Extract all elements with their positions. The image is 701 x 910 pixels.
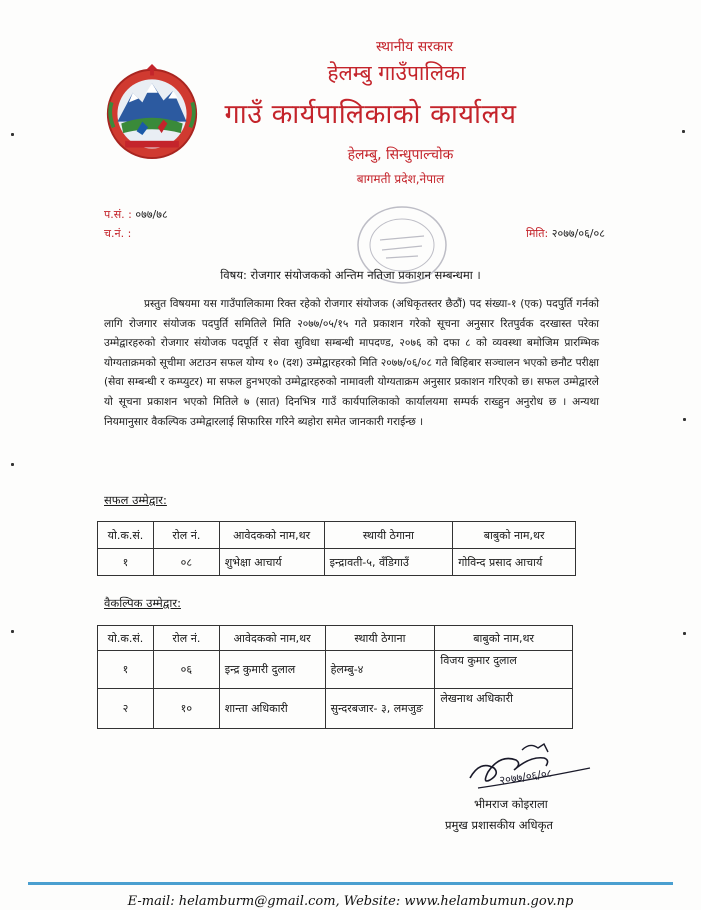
alternate-candidates-title: वैकल्पिक उम्मेद्वार: bbox=[104, 596, 181, 610]
header-location: हेलम्बु, सिन्धुपाल्चोक bbox=[347, 147, 454, 163]
col-father-name: बाबुको नाम,थर bbox=[453, 522, 576, 549]
dispatch-number bbox=[104, 226, 131, 241]
col-address: स्थायी ठेगाना bbox=[325, 626, 435, 651]
scan-mark bbox=[11, 133, 14, 136]
date-label: मिति: bbox=[526, 227, 549, 240]
letter-date bbox=[526, 226, 605, 241]
scan-mark bbox=[11, 463, 14, 466]
table-header-row bbox=[98, 522, 576, 549]
header-municipality-name: हेलम्बु गाउँपालिका bbox=[327, 61, 466, 85]
ref-ps-value: ०७७/७८ bbox=[135, 208, 168, 221]
cell-father-name: विजय कुमार दुलाल bbox=[435, 651, 573, 689]
table-header-row bbox=[98, 626, 573, 651]
signatory-name: भीमराज कोइराला bbox=[474, 797, 548, 811]
footer-contact: E-mail: helamburm@gmail.com, Website: www.helambumun.gov.np bbox=[127, 894, 574, 909]
scan-mark bbox=[683, 632, 686, 635]
col-applicant-name: आवेदकको नाम,थर bbox=[219, 626, 325, 651]
date-value: २०७७/०६/०८ bbox=[551, 227, 605, 240]
cell-roll: ०६ bbox=[153, 651, 219, 689]
cell-serial: २ bbox=[98, 689, 154, 729]
successful-candidates-title: सफल उम्मेद्वार: bbox=[104, 493, 167, 507]
cell-address: इन्द्रावती-५, वँडिगाउँ bbox=[324, 549, 453, 576]
col-serial: यो.क.सं. bbox=[98, 626, 154, 651]
header-office-name: गाउँ कार्यपालिकाको कार्यालय bbox=[224, 99, 517, 130]
cell-applicant-name: इन्द्र कुमारी दुलाल bbox=[219, 651, 325, 689]
handwritten-signature bbox=[460, 738, 610, 802]
table-row bbox=[98, 651, 573, 689]
scan-mark bbox=[682, 130, 685, 133]
col-roll: रोल नं. bbox=[153, 626, 219, 651]
cell-roll: १० bbox=[153, 689, 219, 729]
table-row bbox=[98, 689, 573, 729]
col-father-name: बाबुको नाम,थर bbox=[435, 626, 573, 651]
signature-date: २०७७/०६/०८ bbox=[498, 766, 554, 787]
header-province: बागमती प्रदेश,नेपाल bbox=[356, 172, 445, 186]
header-local-government: स्थानीय सरकार bbox=[376, 39, 453, 55]
reference-number bbox=[104, 207, 168, 222]
signatory-title: प्रमुख प्रशासकीय अधिकृत bbox=[445, 818, 553, 832]
cell-father-name: गोविन्द प्रसाद आचार्य bbox=[453, 549, 576, 576]
successful-candidates-table bbox=[97, 521, 576, 576]
col-applicant-name: आवेदकको नाम,थर bbox=[219, 522, 324, 549]
col-serial: यो.क.सं. bbox=[98, 522, 154, 549]
cell-address: सुन्दरबजार- ३, लमजुङ bbox=[325, 689, 435, 729]
letter-subject: विषय: रोजगार संयोजकको अन्तिम नतिजा प्रकाशन सम्बन्धमा । bbox=[220, 268, 481, 282]
cell-address: हेलम्बु-४ bbox=[325, 651, 435, 689]
cell-father-name: लेखनाथ अधिकारी bbox=[435, 689, 573, 729]
cell-roll: ०८ bbox=[153, 549, 219, 576]
ref-ps-label: प.सं. : bbox=[104, 208, 132, 221]
cell-serial: १ bbox=[98, 651, 154, 689]
cell-serial: १ bbox=[98, 549, 154, 576]
scan-mark bbox=[683, 418, 686, 421]
scan-mark bbox=[11, 630, 14, 633]
cell-applicant-name: शुभेक्षा आचार्य bbox=[219, 549, 324, 576]
col-roll: रोल नं. bbox=[153, 522, 219, 549]
footer-divider bbox=[28, 882, 673, 885]
table-row bbox=[98, 549, 576, 576]
alternate-candidates-table bbox=[97, 625, 573, 729]
col-address: स्थायी ठेगाना bbox=[324, 522, 453, 549]
ref-chn-label: च.नं. : bbox=[104, 227, 132, 240]
cell-applicant-name: शान्ता अधिकारी bbox=[219, 689, 325, 729]
letter-body: प्रस्तुत विषयमा यस गाउँपालिकामा रिक्त रहेको रोजगार संयोजक (अधिकृतस्तर छैठौं) पद संख्या-१ (एक) पदपुर्ति गर्नको लागि रोजगार संयोजक पदपुर्ति समितिले मिति २०७७/०५/१५ गते प्रकाशन गरेको सूचना अनुसार रितपुर्वक दरखास्त परेका उम्मेद्वारहरुको रोजगार संयोजक पदपूर्ति र सेवा सुविधा सम्बन्धी मापदण्ड, २०७६ को दफा ८ को व्यवस्था बमोजिम प्रारम्भिक योग्यताक्रमको सूचीमा अटाउन सफल योग्य १० (दश) उम्मेद्वारहरको मिति २०७७/०६/०८ गते बिहिबार सञ्चालन भएको छनौट परीक्षा (सेवा सम्बन्धी र कम्प्युटर) मा सफल हुनभएको उम्मेद्वारहरुको नामावली योग्यताक्रम अनुसार प्रकाशन गरिएको छ। सफल उम्मेद्वारले यो सूचना प्रकाशन भएको मितिले ७ (सात) दिनभित्र गाउँ कार्यपालिकाको कार्यालयमा सम्पर्क राख्हुन अनुरोध छ । अन्यथा नियमानुसार वैकल्पिक उम्मेद्वारलाई सिफारिस गरिने ब्यहोरा समेत जानकारी गराईन्छ । bbox=[104, 298, 600, 428]
